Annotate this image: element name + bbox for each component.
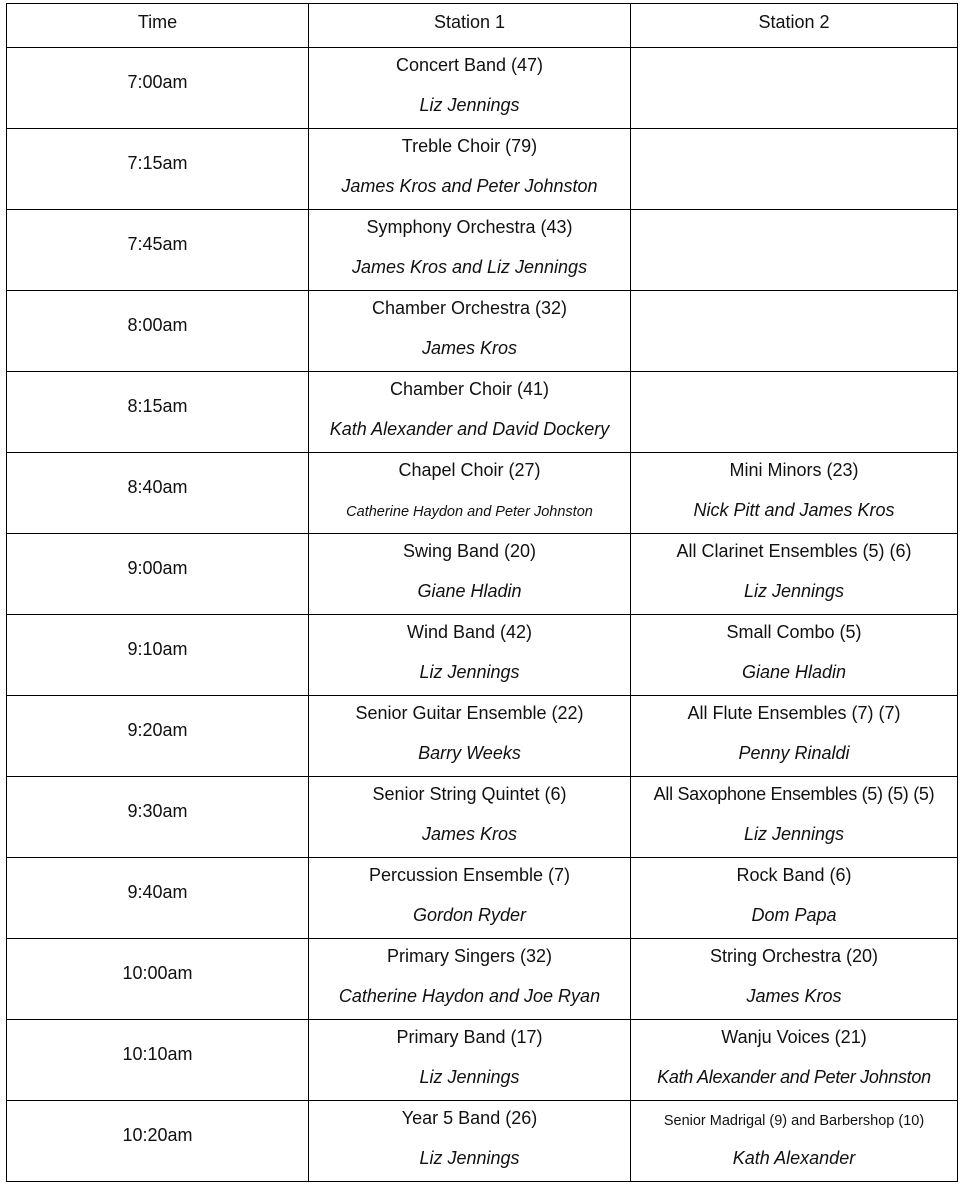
time-cell: 9:40am xyxy=(7,858,309,939)
time-cell: 10:00am xyxy=(7,939,309,1020)
station-2-cell xyxy=(631,210,958,291)
station-2-cell xyxy=(631,696,958,777)
station-2-cell xyxy=(631,129,958,210)
conductor-name: Gordon Ryder xyxy=(412,905,527,925)
group-name: Chamber Choir (41) xyxy=(389,379,550,399)
header-station-1: Station 1 xyxy=(309,4,631,48)
table-row xyxy=(7,210,958,291)
group-name: Year 5 Band (26) xyxy=(401,1108,538,1128)
table-row xyxy=(7,1020,958,1101)
station-1-cell xyxy=(309,210,631,291)
station-1-cell xyxy=(309,939,631,1020)
time-cell: 10:20am xyxy=(7,1101,309,1182)
station-1-cell xyxy=(309,48,631,129)
station-1-cell xyxy=(309,291,631,372)
time-cell: 7:00am xyxy=(7,48,309,129)
group-name: Chamber Orchestra (32) xyxy=(371,298,568,318)
table-row xyxy=(7,615,958,696)
group-name: Primary Band (17) xyxy=(396,1027,543,1047)
station-1-cell xyxy=(309,1020,631,1101)
group-name: All Saxophone Ensembles (5) (5) (5) xyxy=(653,784,935,804)
time-cell: 8:40am xyxy=(7,453,309,534)
table-row xyxy=(7,939,958,1020)
table-row xyxy=(7,48,958,129)
station-2-cell xyxy=(631,858,958,939)
time-cell: 8:00am xyxy=(7,291,309,372)
table-row xyxy=(7,534,958,615)
group-name: Concert Band (47) xyxy=(395,55,544,75)
station-2-cell xyxy=(631,48,958,129)
group-name: Primary Singers (32) xyxy=(386,946,553,966)
schedule-table xyxy=(6,3,958,1182)
station-1-cell xyxy=(309,1101,631,1182)
station-1-cell xyxy=(309,615,631,696)
conductor-name: Liz Jennings xyxy=(419,662,520,682)
station-2-cell xyxy=(631,453,958,534)
group-name: Mini Minors (23) xyxy=(729,460,859,480)
station-1-cell xyxy=(309,858,631,939)
time-cell: 7:15am xyxy=(7,129,309,210)
header-time: Time xyxy=(7,4,309,48)
group-name: Chapel Choir (27) xyxy=(398,460,541,480)
station-1-cell xyxy=(309,129,631,210)
group-name: Wind Band (42) xyxy=(406,622,533,642)
group-name: String Orchestra (20) xyxy=(709,946,879,966)
conductor-name: James Kros xyxy=(421,824,518,844)
group-name: All Flute Ensembles (7) (7) xyxy=(687,703,901,723)
station-2-cell xyxy=(631,291,958,372)
conductor-name: Liz Jennings xyxy=(419,1148,520,1168)
table-row xyxy=(7,858,958,939)
table-row xyxy=(7,696,958,777)
conductor-name: Dom Papa xyxy=(751,905,837,925)
station-2-cell xyxy=(631,534,958,615)
station-2-cell xyxy=(631,1020,958,1101)
group-name: Percussion Ensemble (7) xyxy=(368,865,571,885)
table-row xyxy=(7,291,958,372)
conductor-name: Liz Jennings xyxy=(419,1067,520,1087)
station-2-cell xyxy=(631,1101,958,1182)
conductor-name: James Kros xyxy=(746,986,842,1006)
conductor-name: James Kros and Peter Johnston xyxy=(341,176,598,196)
station-2-cell xyxy=(631,372,958,453)
time-cell: 9:30am xyxy=(7,777,309,858)
group-name: Senior String Quintet (6) xyxy=(372,784,567,804)
station-2-cell xyxy=(631,777,958,858)
conductor-name: Kath Alexander xyxy=(732,1148,856,1168)
conductor-name: Liz Jennings xyxy=(743,824,845,844)
time-cell: 9:20am xyxy=(7,696,309,777)
table-row xyxy=(7,372,958,453)
table-row xyxy=(7,777,958,858)
conductor-name: Liz Jennings xyxy=(743,581,845,601)
station-1-cell xyxy=(309,372,631,453)
table-row xyxy=(7,453,958,534)
time-cell: 9:00am xyxy=(7,534,309,615)
table-row xyxy=(7,1101,958,1182)
conductor-name: Liz Jennings xyxy=(419,95,520,115)
conductor-name: Barry Weeks xyxy=(418,743,521,763)
conductor-name: Nick Pitt and James Kros xyxy=(693,500,895,520)
group-name: Treble Choir (79) xyxy=(401,136,538,156)
station-2-cell xyxy=(631,615,958,696)
conductor-name: Catherine Haydon and Joe Ryan xyxy=(338,986,601,1006)
time-cell: 10:10am xyxy=(7,1020,309,1101)
conductor-name: Catherine Haydon and Peter Johnston xyxy=(346,504,593,520)
header-row xyxy=(7,4,958,48)
group-name: Rock Band (6) xyxy=(736,865,852,885)
time-cell: 8:15am xyxy=(7,372,309,453)
conductor-name: Kath Alexander and David Dockery xyxy=(329,419,610,439)
conductor-name: Giane Hladin xyxy=(417,581,522,601)
conductor-name: Giane Hladin xyxy=(741,662,847,682)
station-1-cell xyxy=(309,453,631,534)
station-2-cell xyxy=(631,939,958,1020)
group-name: Wanju Voices (21) xyxy=(721,1027,867,1047)
time-cell: 9:10am xyxy=(7,615,309,696)
group-name: Symphony Orchestra (43) xyxy=(366,217,573,237)
station-1-cell xyxy=(309,534,631,615)
group-name: All Clarinet Ensembles (5) (6) xyxy=(676,541,912,561)
group-name: Senior Guitar Ensemble (22) xyxy=(355,703,584,723)
station-1-cell xyxy=(309,777,631,858)
conductor-name: James Kros xyxy=(421,338,518,358)
group-name: Senior Madrigal (9) and Barbershop (10) xyxy=(663,1113,925,1129)
station-1-cell xyxy=(309,696,631,777)
conductor-name: Penny Rinaldi xyxy=(738,743,850,763)
group-name: Small Combo (5) xyxy=(726,622,862,642)
conductor-name: Kath Alexander and Peter Johnston xyxy=(657,1067,931,1087)
time-cell: 7:45am xyxy=(7,210,309,291)
table-row xyxy=(7,129,958,210)
group-name: Swing Band (20) xyxy=(402,541,537,561)
conductor-name: James Kros and Liz Jennings xyxy=(351,257,588,277)
header-station-2: Station 2 xyxy=(631,4,958,48)
